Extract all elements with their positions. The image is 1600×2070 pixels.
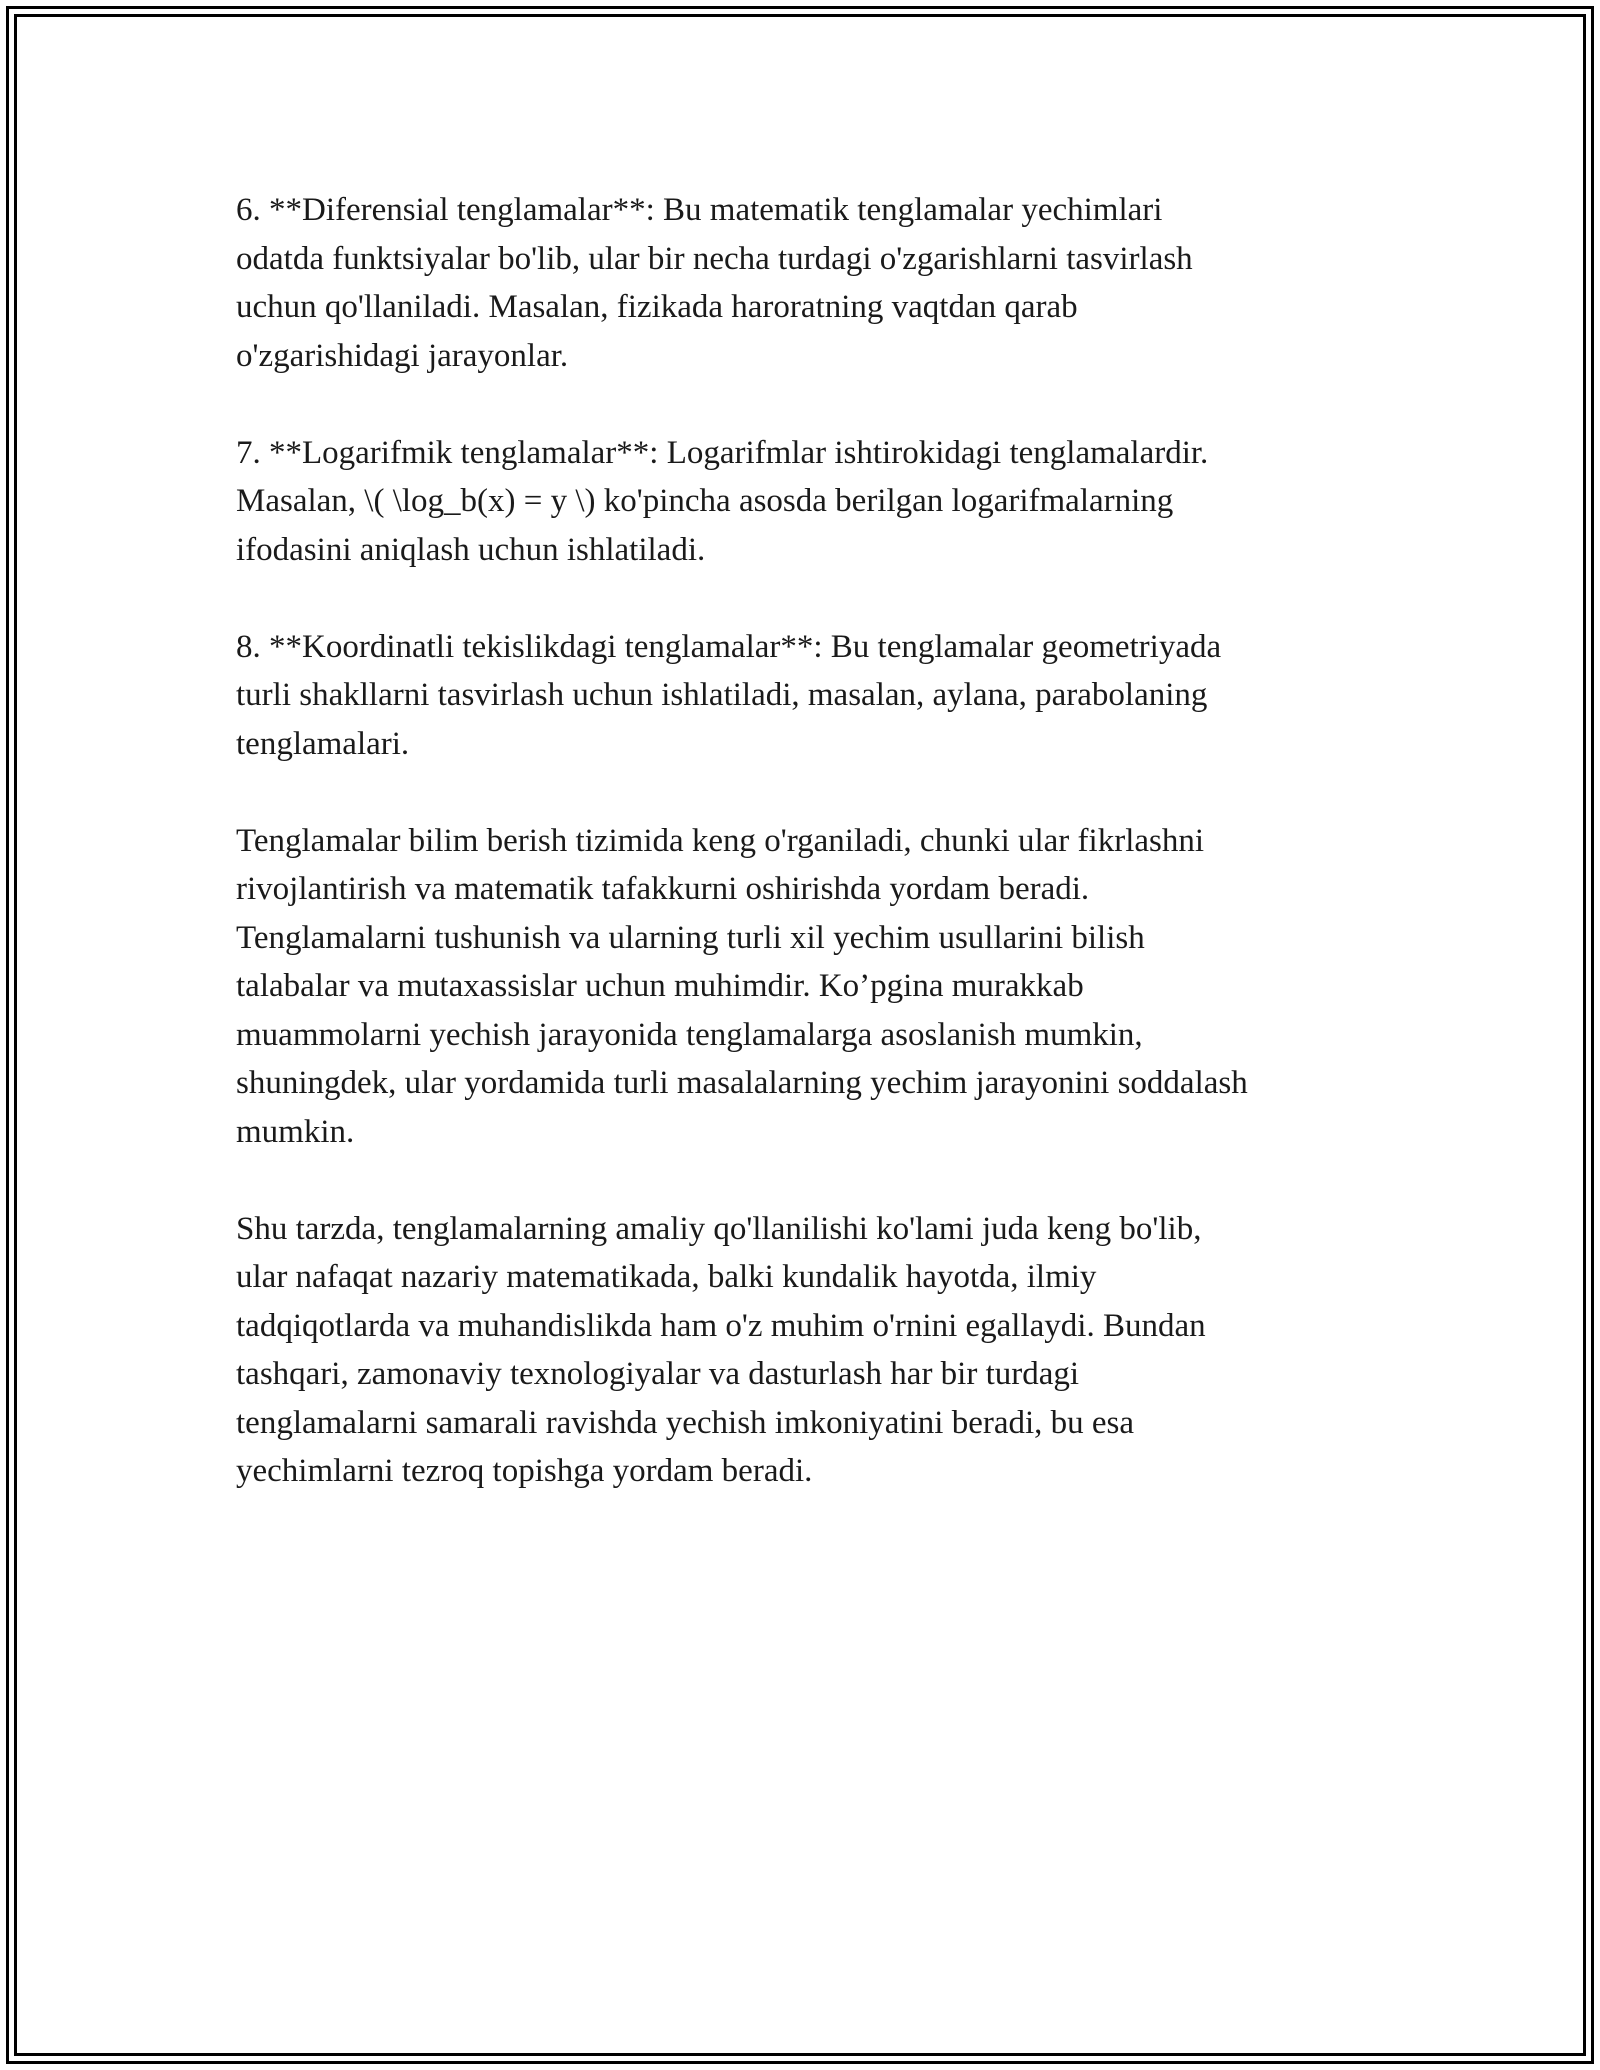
paragraph-coordinate-plane-equations: 8. **Koordinatli tekislikdagi tenglamalar**: Bu tenglamalar geometriyada turli shakllarni tasvirlash uchun ishlatiladi, masalan, aylana, parabolaning tenglamalari.	[236, 628, 1222, 762]
paragraph-conclusion: Shu tarzda, tenglamalarning amaliy qo'llanilishi ko'lami juda keng bo'lib, ular nafaqat nazariy matematikada, balki kundalik hayotda, ilmiy tadqiqotlarda va muhandislikda ham o'z muhim o'rnini egallaydi. Bundan tashqari, zamonaviy texnologiyalar va dasturlash har bir turdagi tenglamalarni samarali ravishda yechish imkoniyatini beradi, bu esa yechimlarni tezroq topishga yordam beradi.	[236, 1210, 1206, 1489]
document-body	[236, 186, 1386, 1544]
paragraph-differential-equations: 6. **Diferensial tenglamalar**: Bu matematik tenglamalar yechimlari odatda funktsiyalar bo'lib, ular bir necha turdagi o'zgarishlarni tasvirlash uchun qo'llaniladi. Masalan, fizikada haroratning vaqtdan qarab o'zgarishidagi jarayonlar.	[236, 192, 1193, 374]
paragraph-logarithmic-equations: 7. **Logarifmik tenglamalar**: Logarifmlar ishtirokidagi tenglamalardir. Masalan, \( \log_b(x) = y \) ko'pincha asosda berilgan logarifmalarning ifodasini aniqlash uchun ishlatiladi.	[236, 434, 1209, 568]
paragraph-education: Tenglamalar bilim berish tizimida keng o'rganiladi, chunki ular fikrlashni rivojlantirish va matematik tafakkurni oshirishda yordam beradi. Tenglamalarni tushunish va ularning turli xil yechim usullarini bilish talabalar va mutaxassislar uchun muhimdir. Ko’pgina murakkab muammolarni yechish jarayonida tenglamalarga asoslanish mumkin, shuningdek, ular yordamida turli masalalarning yechim jarayonini soddalash mumkin.	[236, 822, 1248, 1150]
